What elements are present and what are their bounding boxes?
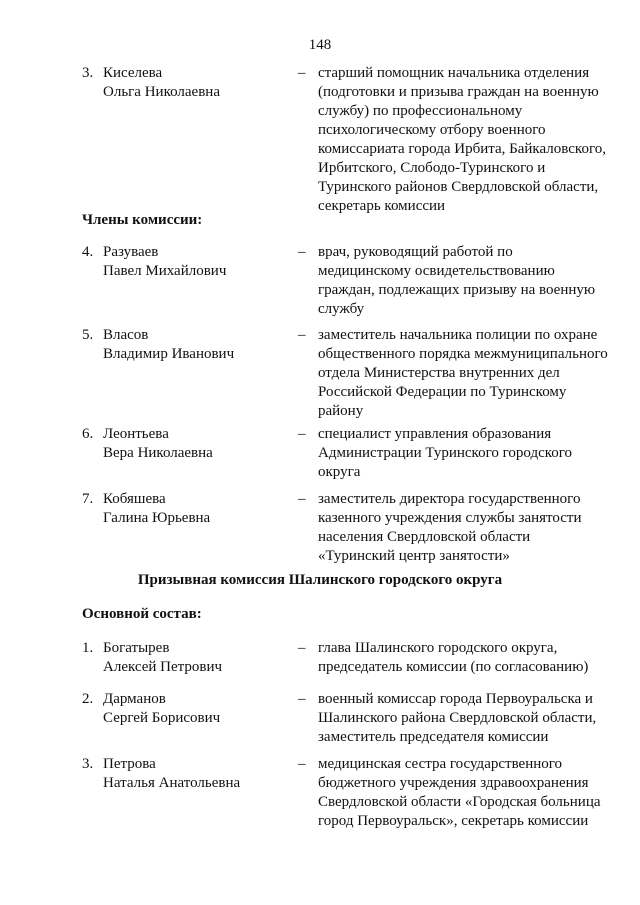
person-name: Богатырев Алексей Петрович — [103, 640, 223, 675]
page-number: 148 — [308, 37, 332, 53]
dash: – — [298, 65, 306, 81]
commission-title: Призывная комиссия Шалинского городского округа — [137, 572, 503, 588]
person-name: Кобяшева Галина Юрьевна — [103, 491, 211, 526]
dash: – — [298, 244, 306, 260]
person-role: заместитель начальника полиции по охране общественного порядка межмуниципального отдела Министерства внутренних дел Российской Федерации по Туринскому району — [318, 327, 608, 419]
item-number: 4. — [82, 244, 94, 260]
item-number: 3. — [82, 65, 94, 81]
person-role: врач, руководящий работой по медицинскому освидетельствованию граждан, подлежащих призыву на военную службу — [318, 244, 596, 317]
dash: – — [298, 756, 306, 772]
members-heading: Члены комиссии: — [82, 212, 203, 228]
person-role: заместитель директора государственного казенного учреждения службы занятости населения Свердловской области «Туринский центр занятости» — [318, 491, 582, 564]
person-name: Разуваев Павел Михайлович — [103, 244, 227, 279]
dash: – — [298, 327, 306, 343]
person-name: Киселева Ольга Николаевна — [103, 65, 220, 100]
person-role: специалист управления образования Администрации Туринского городского округа — [318, 426, 573, 480]
person-name: Петрова Наталья Анатольевна — [103, 756, 241, 791]
item-number: 3. — [82, 756, 94, 772]
item-number: 1. — [82, 640, 94, 656]
dash: – — [298, 640, 306, 656]
item-number: 2. — [82, 691, 94, 707]
dash: – — [298, 491, 306, 507]
person-name: Леонтьева Вера Николаевна — [103, 426, 213, 461]
person-role: медицинская сестра государственного бюджетного учреждения здравоохранения Свердловской области «Городская больница город Первоуральск», секретарь комиссии — [318, 756, 601, 829]
person-role: военный комиссар города Первоуральска и Шалинского района Свердловской области, заместитель председателя комиссии — [318, 691, 597, 745]
item-number: 7. — [82, 491, 94, 507]
person-name: Власов Владимир Иванович — [103, 327, 235, 362]
person-role: глава Шалинского городского округа, председатель комиссии (по согласованию) — [318, 640, 589, 675]
dash: – — [298, 691, 306, 707]
dash: – — [298, 426, 306, 442]
person-name: Дарманов Сергей Борисович — [103, 691, 221, 726]
main-heading: Основной состав: — [82, 606, 202, 622]
person-role: старший помощник начальника отделения (подготовки и призыва граждан на военную службу) по профессиональному психологическому отбору военного комиссариата города Ирбита, Байкаловского, Ирбитского, Слободо-Туринского и Туринского районов Свердловской области, секретарь комиссии — [318, 65, 606, 214]
item-number: 5. — [82, 327, 94, 343]
item-number: 6. — [82, 426, 94, 442]
